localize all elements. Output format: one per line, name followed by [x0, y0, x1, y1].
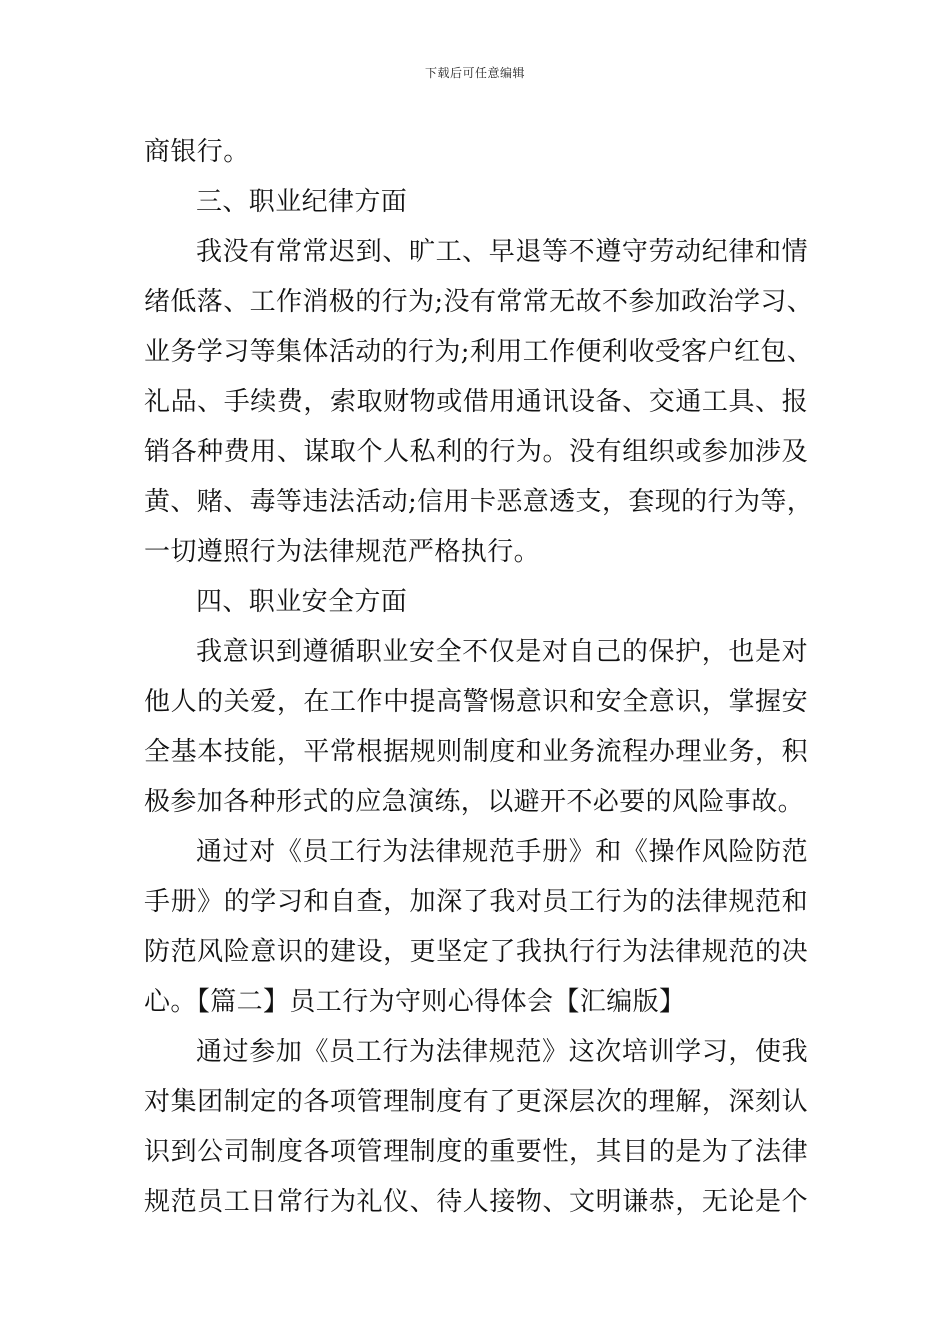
- section-heading: 四、职业安全方面: [196, 587, 408, 617]
- text-line: 销各种费用、谋取个人私利的行为。没有组织或参加涉及: [144, 437, 808, 467]
- text-line: 黄、赌、毒等违法活动;信用卡恶意透支，套现的行为等，: [144, 487, 814, 517]
- document-body: [144, 127, 814, 1227]
- text-line: 识到公司制度各项管理制度的重要性，其目的是为了法律: [144, 1137, 808, 1167]
- text-line: 业务学习等集体活动的行为;利用工作便利收受客户红包、: [144, 337, 814, 367]
- text-line: 我没有常常迟到、旷工、早退等不遵守劳动纪律和情: [196, 237, 808, 267]
- page-header: 下载后可任意编辑: [424, 66, 525, 80]
- text-line: 绪低落、工作消极的行为;没有常常无故不参加政治学习、: [144, 287, 814, 317]
- text-line: 极参加各种形式的应急演练，以避开不必要的风险事故。: [144, 787, 805, 817]
- text-line: 手册》的学习和自查，加深了我对员工行为的法律规范和: [144, 887, 808, 917]
- text-line: 防范风险意识的建设，更坚定了我执行行为法律规范的决: [144, 937, 808, 967]
- text-line: 一切遵照行为法律规范严格执行。: [144, 537, 541, 567]
- text-line: 通过对《员工行为法律规范手册》和《操作风险防范: [196, 837, 808, 867]
- text-line: 我意识到遵循职业安全不仅是对自己的保护，也是对: [196, 637, 808, 667]
- text-line: 规范员工日常行为礼仪、待人接物、文明谦恭，无论是个: [144, 1187, 808, 1217]
- text-line: 通过参加《员工行为法律规范》这次培训学习，使我: [196, 1037, 808, 1067]
- text-line: 全基本技能，平常根据规则制度和业务流程办理业务，积: [144, 737, 808, 767]
- section-heading: 三、职业纪律方面: [196, 187, 408, 217]
- text-line: 心。【篇二】员工行为守则心得体会【汇编版】: [144, 987, 686, 1017]
- text-line: 礼品、手续费，索取财物或借用通讯设备、交通工具、报: [144, 387, 808, 417]
- text-line: 对集团制定的各项管理制度有了更深层次的理解，深刻认: [144, 1087, 808, 1117]
- text-line: 他人的关爱，在工作中提高警惕意识和安全意识，掌握安: [144, 687, 808, 717]
- text-line: 商银行。: [144, 137, 250, 167]
